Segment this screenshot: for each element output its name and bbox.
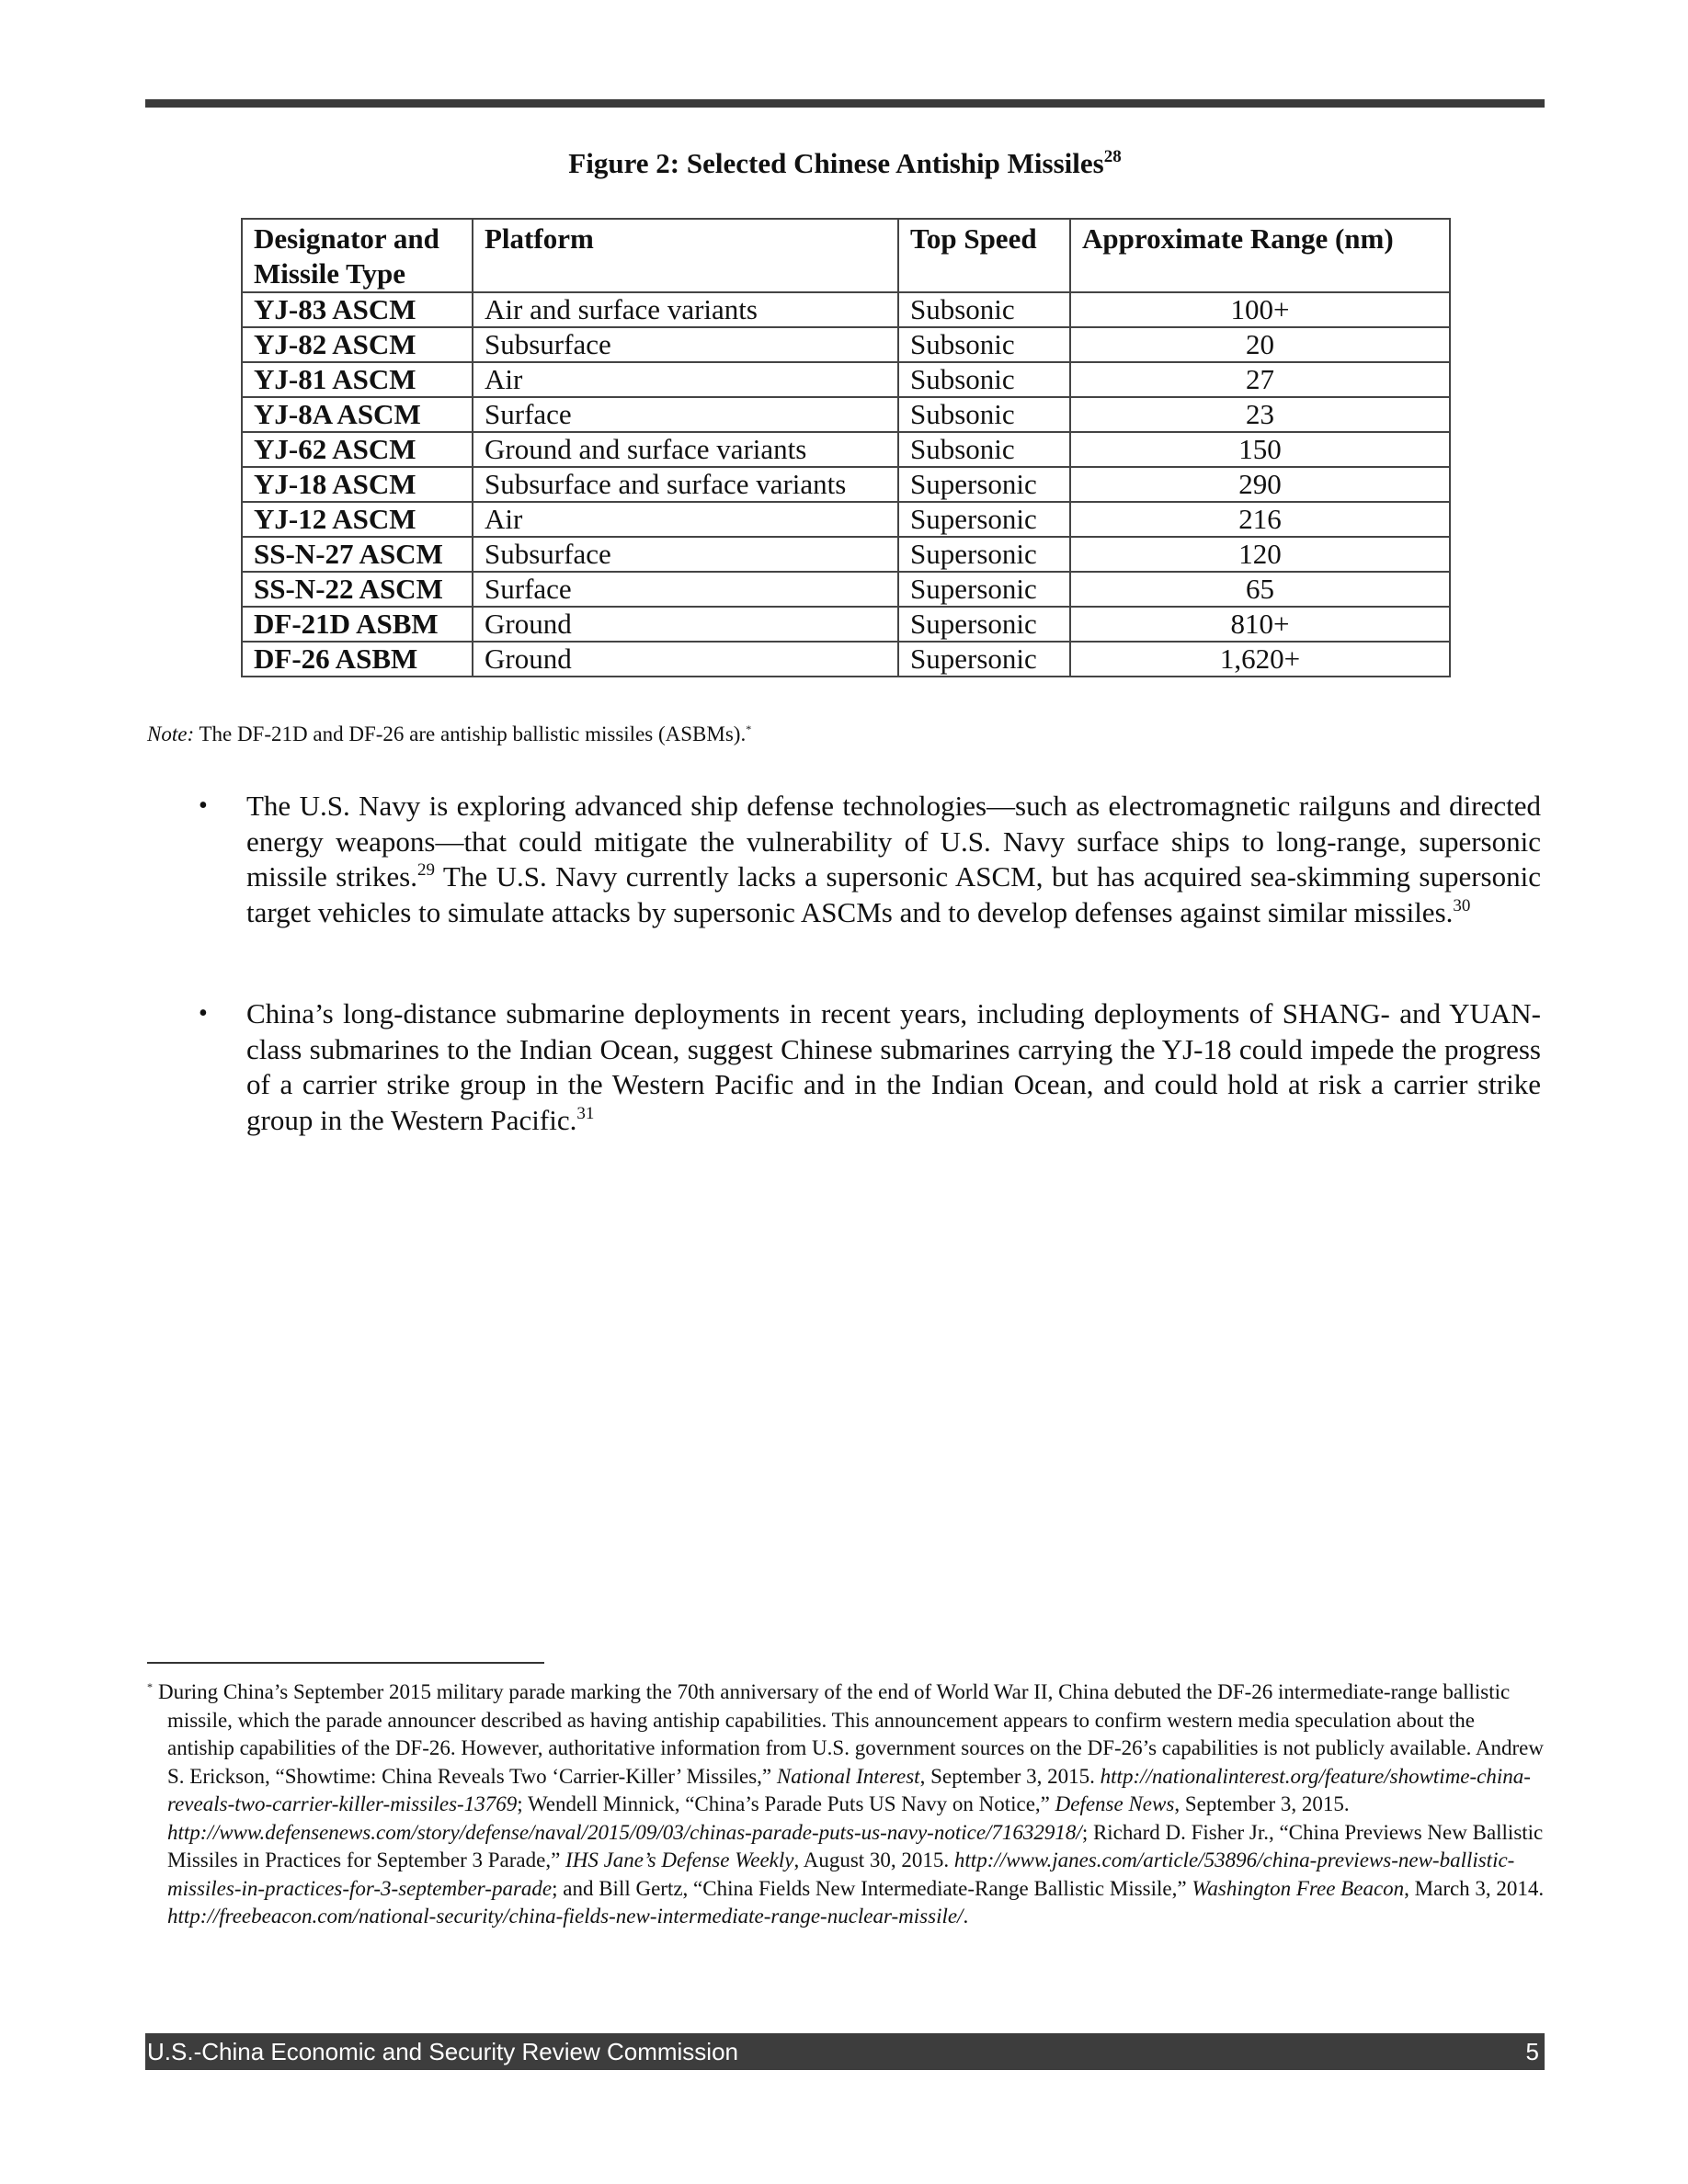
cell-designator: YJ-81 ASCM [242,362,473,397]
footnote-text: , March 3, 2014. [1404,1876,1545,1900]
cell-range: 20 [1070,327,1450,362]
cell-top-speed: Supersonic [898,467,1070,502]
header-designator: Designator and Missile Type [242,219,473,292]
cell-designator: SS-N-27 ASCM [242,537,473,572]
footnote-text: ; Richard D. Fisher Jr., “China Previews New Ballistic Missiles in Practices for September 3 Parade,” [167,1820,1544,1871]
cell-designator: YJ-62 ASCM [242,432,473,467]
footnote-text: . [963,1905,969,1928]
cell-range: 150 [1070,432,1450,467]
cell-range: 290 [1070,467,1450,502]
figure-title-text: Figure 2: Selected Chinese Antiship Missiles [568,147,1104,179]
footnote [147,1678,1545,1931]
footer-organization: U.S.-China Economic and Security Review Commission [147,2038,739,2065]
table-row [242,327,1450,362]
footnote-text: ; Wendell Minnick, “China’s Parade Puts US Navy on Notice,” [517,1792,1055,1815]
bullet-dot-icon: • [199,999,208,1028]
cell-platform: Ground [473,607,898,642]
cell-designator: YJ-12 ASCM [242,502,473,537]
endnote-ref: 29 [417,860,435,880]
header-rule [145,99,1545,108]
cell-range: 100+ [1070,292,1450,327]
cell-designator: YJ-82 ASCM [242,327,473,362]
header-top-speed: Top Speed [898,219,1070,292]
table-row [242,397,1450,432]
cell-platform: Subsurface and surface variants [473,467,898,502]
note-footnote-marker: * [746,722,752,735]
footnote-text: , September 3, 2015. [919,1764,1101,1788]
footnote-source: IHS Jane’s Defense Weekly [565,1848,794,1871]
note-label: Note: [147,722,195,745]
bullet-text: The U.S. Navy currently lacks a supersonic ASCM, but has acquired sea-skimming supersonic target vehicles to simulate attacks by supersonic ASCMs and to develop defenses against similar missiles. [246,860,1541,928]
bullet-item [199,789,1541,930]
footnote-text: During China’s September 2015 military parade marking the 70th anniversary of the end of World War II, China debuted the DF-26 intermediate-range ballistic missile, which the parade announcer described as having antiship capabilities. This announcement appears to confirm western media speculation about the antiship capabilities of the DF-26. However, authoritative information from U.S. government sources on the DF-26’s capabilities is not publicly available. Andrew S. Erickson, “Showtime: China Reveals Two ‘Carrier-Killer’ Missiles,” [158,1680,1544,1788]
cell-top-speed: Subsonic [898,362,1070,397]
cell-platform: Air [473,502,898,537]
endnote-ref: 30 [1453,895,1471,916]
cell-designator: YJ-18 ASCM [242,467,473,502]
endnote-ref: 31 [576,1103,595,1123]
footnote-text: , September 3, 2015. [1174,1792,1350,1815]
figure-title [145,147,1545,180]
cell-platform: Subsurface [473,327,898,362]
footnote-source: Defense News [1055,1792,1175,1815]
page-number: 5 [1525,2038,1539,2065]
page-footer [145,2033,1545,2070]
bullet-dot-icon: • [199,791,208,820]
cell-range: 23 [1070,397,1450,432]
cell-top-speed: Supersonic [898,607,1070,642]
cell-top-speed: Subsonic [898,327,1070,362]
footnote-text: ; and Bill Gertz, “China Fields New Intermediate-Range Ballistic Missile,” [552,1876,1192,1900]
table-row [242,607,1450,642]
cell-platform: Air [473,362,898,397]
cell-designator: YJ-8A ASCM [242,397,473,432]
table-row [242,467,1450,502]
header-range: Approximate Range (nm) [1070,219,1450,292]
header-platform: Platform [473,219,898,292]
cell-platform: Subsurface [473,537,898,572]
table-note [147,722,751,746]
cell-top-speed: Supersonic [898,642,1070,677]
cell-range: 216 [1070,502,1450,537]
figure-title-endnote-ref: 28 [1103,147,1122,166]
missile-table [241,218,1451,677]
cell-range: 1,620+ [1070,642,1450,677]
cell-platform: Air and surface variants [473,292,898,327]
footnote-url[interactable]: http://www.janes.com/article/53896/china-previews-new-ballistic-missiles-in-practices-for-3-september-parade [167,1848,1515,1900]
cell-designator: DF-21D ASBM [242,607,473,642]
cell-top-speed: Subsonic [898,292,1070,327]
cell-platform: Ground [473,642,898,677]
cell-top-speed: Supersonic [898,572,1070,607]
cell-top-speed: Subsonic [898,432,1070,467]
bullet-text: China’s long-distance submarine deployments in recent years, including deployments of SHANG- and YUAN-class submarines to the Indian Ocean, suggest Chinese submarines carrying the YJ-18 could impede the progress of a carrier strike group in the Western Pacific and in the Indian Ocean, and could hold at risk a carrier strike group in the Western Pacific. [246,997,1541,1136]
cell-designator: DF-26 ASBM [242,642,473,677]
table-row [242,537,1450,572]
footnote-source: National Interest [776,1764,920,1788]
cell-range: 120 [1070,537,1450,572]
table-row [242,292,1450,327]
cell-top-speed: Subsonic [898,397,1070,432]
footnote-source: Washington Free Beacon [1192,1876,1405,1900]
cell-designator: YJ-83 ASCM [242,292,473,327]
note-text: The DF-21D and DF-26 are antiship ballistic missiles (ASBMs). [194,722,747,745]
footnote-separator [147,1662,544,1664]
cell-designator: SS-N-22 ASCM [242,572,473,607]
table-row [242,642,1450,677]
bullet-item [199,996,1541,1138]
footnote-marker: * [147,1680,153,1693]
table-row [242,432,1450,467]
table-row [242,362,1450,397]
cell-platform: Surface [473,397,898,432]
table-header-row [242,219,1450,292]
footnote-url[interactable]: http://www.defensenews.com/story/defense/naval/2015/09/03/chinas-parade-puts-us-navy-notice/71632918/ [167,1820,1082,1844]
bullet-text: The U.S. Navy is exploring advanced ship defense technologies—such as electromagnetic railguns and directed energy weapons—that could mitigate the vulnerability of U.S. Navy surface ships to long-range, supersonic missile strikes. [246,790,1541,893]
cell-top-speed: Supersonic [898,502,1070,537]
cell-platform: Surface [473,572,898,607]
cell-range: 810+ [1070,607,1450,642]
cell-platform: Ground and surface variants [473,432,898,467]
cell-top-speed: Supersonic [898,537,1070,572]
cell-range: 27 [1070,362,1450,397]
table-row [242,502,1450,537]
footnote-url[interactable]: http://nationalinterest.org/feature/showtime-china-reveals-two-carrier-killer-missiles-13769 [167,1764,1531,1815]
cell-range: 65 [1070,572,1450,607]
footnote-text: , August 30, 2015. [793,1848,954,1871]
footnote-url[interactable]: http://freebeacon.com/national-security/china-fields-new-intermediate-range-nuclear-missile/ [167,1905,964,1928]
table-row [242,572,1450,607]
